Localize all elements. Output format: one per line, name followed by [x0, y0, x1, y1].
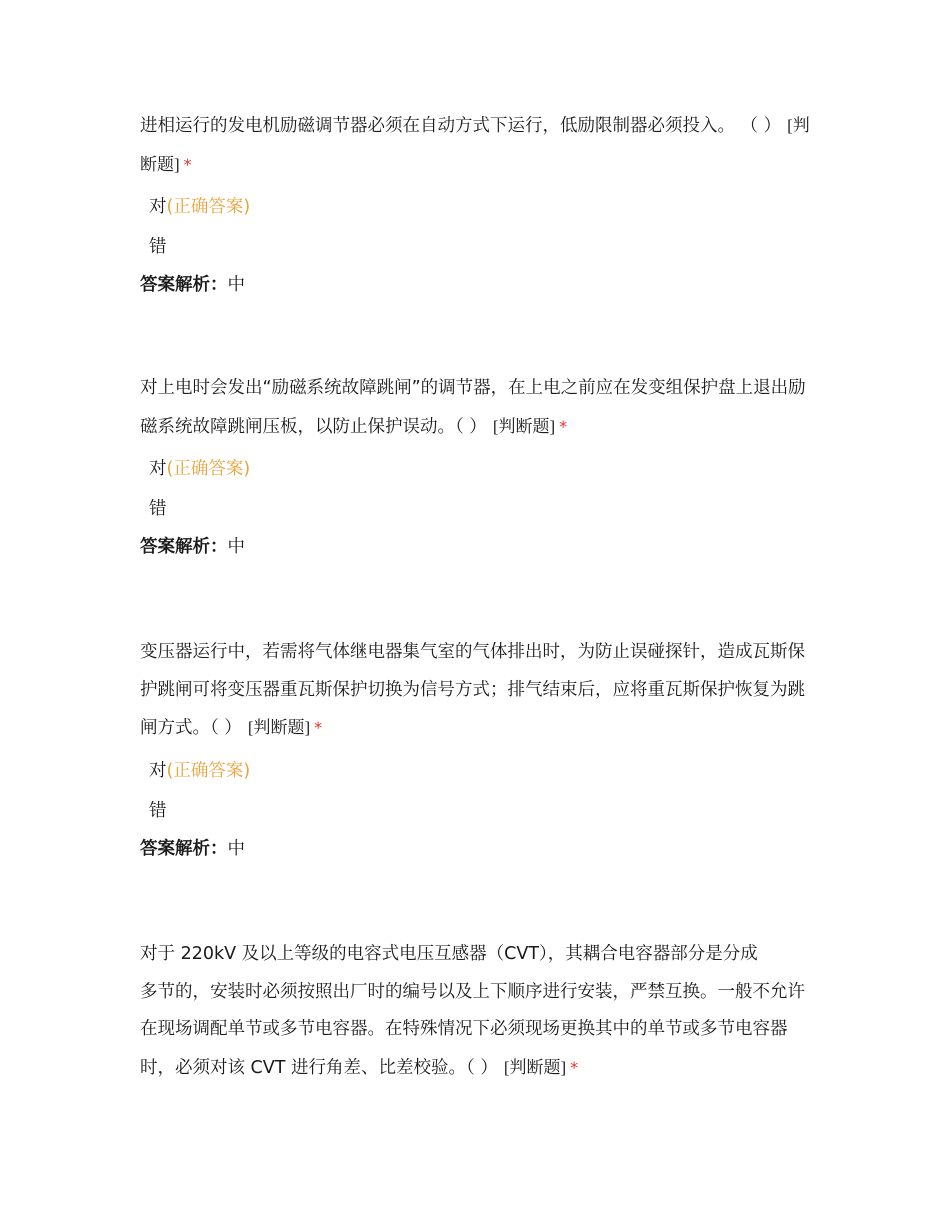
correct-answer-note: (正确答案) — [166, 459, 251, 479]
question-3 — [140, 634, 812, 867]
required-marker: * — [183, 154, 192, 174]
option-label: 错 — [149, 800, 167, 821]
question-text: 变压器运行中，若需将气体继电器集气室的气体排出时，为防止误碰探针，造成瓦斯保护跳闸可将变压器重瓦斯保护切换为信号方式；排气结束后，应将重瓦斯保护恢复为跳闸方式。（ ） [判断题] * — [140, 642, 805, 738]
question-2 — [140, 370, 812, 565]
question-text — [140, 936, 812, 1087]
required-marker: * — [559, 416, 568, 436]
option-label: 对 — [149, 760, 167, 781]
analysis-label: 答案解析： — [140, 838, 228, 859]
answer-analysis — [140, 529, 812, 565]
required-marker: * — [570, 1057, 579, 1077]
option-false[interactable] — [140, 791, 812, 831]
question-type-tag: [判断题] — [247, 718, 311, 737]
analysis-value: 中 — [227, 838, 245, 859]
options-list — [140, 187, 812, 267]
correct-answer-note: (正确答案) — [166, 760, 251, 781]
options-list — [140, 449, 812, 529]
correct-answer-note: (正确答案) — [166, 197, 251, 217]
question-text-rest: 多节的，安装时必须按照出厂时的编号以及上下顺序进行安装，严禁互换。一般不允许在现场调配单节或多节电容器。在特殊情况下必须现场更换其中的单节或多节电容器时，必须对该 CVT 进行角差、比差校验。（ ） — [140, 981, 805, 1078]
question-1 — [140, 107, 812, 303]
question-type-tag: [判断题] — [503, 1057, 567, 1077]
option-false[interactable] — [140, 227, 812, 267]
options-list — [140, 751, 812, 831]
option-false[interactable] — [140, 489, 812, 529]
question-type-tag: [判断题] — [140, 116, 810, 174]
question-type-tag: [判断题] — [492, 416, 556, 436]
option-true[interactable] — [140, 187, 812, 227]
option-label: 对 — [149, 459, 167, 479]
required-marker: * — [314, 718, 323, 737]
option-label: 错 — [149, 237, 167, 257]
question-text: 对上电时会发出“励磁系统故障跳闸”的调节器，在上电之前应在发变组保护盘上退出励磁系统故障跳闸压板，以防止保护误动。（ ） [判断题] * — [140, 378, 806, 437]
option-label: 对 — [149, 197, 167, 217]
option-true[interactable] — [140, 751, 812, 791]
answer-analysis — [140, 831, 812, 867]
question-4 — [140, 936, 812, 1087]
analysis-value: 中 — [227, 275, 245, 295]
option-true[interactable] — [140, 449, 812, 489]
analysis-value: 中 — [227, 537, 245, 557]
question-text-line-1: 对于 220kV 及以上等级的电容式电压互感器（CVT），其耦合电容器部分是分成 — [140, 944, 758, 964]
analysis-label: 答案解析： — [140, 537, 228, 557]
question-text: 进相运行的发电机励磁调节器必须在自动方式下运行，低励限制器必须投入。 （ ） [判断题] * — [140, 116, 810, 174]
option-label: 错 — [149, 499, 167, 519]
analysis-label: 答案解析： — [140, 275, 228, 295]
answer-analysis — [140, 267, 812, 303]
